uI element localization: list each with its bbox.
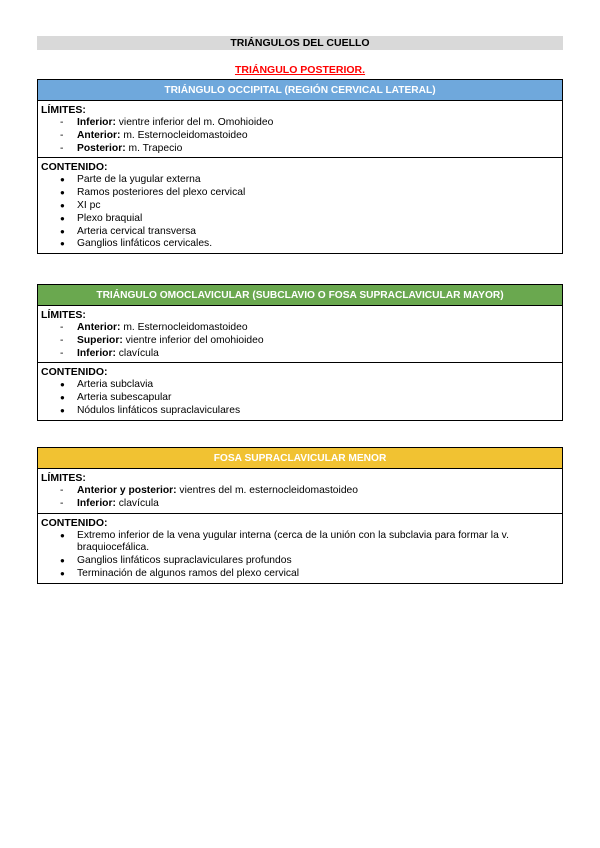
supraclavicular-menor-header: FOSA SUPRACLAVICULAR MENOR bbox=[38, 448, 562, 469]
dash-bullet: - bbox=[60, 334, 64, 346]
bullet-icon: ● bbox=[60, 188, 65, 198]
content-item: ● Ganglios linfáticos supraclaviculares profundos bbox=[60, 555, 292, 567]
content-label: CONTENIDO: bbox=[41, 366, 108, 379]
content-item: ● Nódulos linfáticos supraclaviculares bbox=[60, 404, 241, 416]
content-item: ● Arteria subclavia bbox=[60, 379, 154, 391]
content-item: ● Parte de la yugular externa bbox=[60, 174, 201, 186]
content-item: ● Arteria cervical transversa bbox=[60, 225, 197, 237]
bullet-icon: ● bbox=[60, 405, 65, 415]
supraclavicular-menor-limits-block bbox=[38, 469, 562, 513]
dash-bullet: - bbox=[60, 322, 64, 333]
bullet-icon: ● bbox=[60, 226, 65, 236]
page-title: TRIÁNGULOS DEL CUELLO bbox=[37, 36, 563, 50]
content-item: ● Ganglios linfáticos cervicales. bbox=[60, 238, 213, 250]
bullet-icon: ● bbox=[60, 213, 65, 223]
dash-bullet: - bbox=[60, 117, 64, 128]
limit-value: m. Trapecio bbox=[125, 142, 183, 154]
bullet-icon: ● bbox=[60, 175, 65, 185]
occipital-content-block bbox=[38, 157, 562, 253]
dash-bullet: - bbox=[60, 129, 64, 141]
limit-item bbox=[41, 348, 559, 361]
content-item: ● XI pc bbox=[60, 199, 101, 211]
limit-item bbox=[41, 117, 559, 130]
omoclavicular-limits-block bbox=[38, 306, 562, 362]
limit-item bbox=[41, 130, 559, 143]
bullet-icon: ● bbox=[60, 239, 65, 249]
limits-label: LÍMITES: bbox=[41, 104, 86, 116]
limit-key: Posterior: bbox=[77, 142, 126, 154]
dash-bullet: - bbox=[60, 347, 64, 359]
limit-value: m. Esternocleidomastoideo bbox=[120, 322, 248, 333]
limit-value: m. Esternocleidomastoideo bbox=[120, 129, 248, 141]
limit-key: Anterior: bbox=[77, 129, 121, 141]
content-item: ● Arteria subescapular bbox=[60, 392, 172, 404]
dash-bullet: - bbox=[60, 485, 64, 496]
limit-value: vientres del m. esternocleidomastoideo bbox=[176, 485, 358, 496]
bullet-icon: ● bbox=[60, 556, 65, 566]
omoclavicular-triangle-card bbox=[37, 284, 563, 421]
limit-item bbox=[41, 498, 559, 511]
limit-value: vientre inferior del m. Omohioideo bbox=[115, 117, 274, 128]
content-item: ● Terminación de algunos ramos del plexo cervical bbox=[60, 567, 300, 579]
dash-bullet: - bbox=[60, 497, 64, 509]
content-item: ● Plexo braquial bbox=[60, 212, 143, 224]
limit-item bbox=[41, 335, 559, 348]
limit-item bbox=[41, 143, 559, 156]
limit-key: Inferior: bbox=[77, 117, 116, 128]
limit-key: Superior: bbox=[77, 334, 123, 346]
bullet-icon: ● bbox=[60, 393, 65, 403]
limit-key: Anterior: bbox=[77, 322, 121, 333]
supraclavicular-menor-content-block bbox=[38, 513, 562, 583]
bullet-icon: ● bbox=[60, 568, 65, 578]
limits-label: LÍMITES: bbox=[41, 309, 86, 321]
occipital-header: TRIÁNGULO OCCIPITAL (REGIÓN CERVICAL LATERAL) bbox=[38, 80, 562, 101]
limit-key: Inferior: bbox=[77, 347, 116, 359]
limit-value: vientre inferior del omohioideo bbox=[122, 334, 264, 346]
limit-item bbox=[41, 485, 559, 498]
limits-label: LÍMITES: bbox=[41, 472, 86, 484]
content-item: ● Ramos posteriores del plexo cervical bbox=[60, 187, 246, 199]
content-label: CONTENIDO: bbox=[41, 161, 108, 174]
content-label: CONTENIDO: bbox=[41, 516, 108, 529]
section-title: TRIÁNGULO POSTERIOR. bbox=[234, 64, 366, 76]
dash-bullet: - bbox=[60, 142, 64, 154]
bullet-icon: ● bbox=[60, 380, 65, 390]
bullet-icon: ● bbox=[60, 200, 65, 210]
limit-value: clavícula bbox=[115, 347, 159, 359]
limit-item bbox=[41, 322, 559, 335]
occipital-triangle-card bbox=[37, 79, 563, 254]
omoclavicular-content-block bbox=[38, 362, 562, 419]
content-item: ● Extremo inferior de la vena yugular interna (cerca de la unión con la subclavia para formar la v. braquiocefálica. bbox=[60, 529, 509, 554]
bullet-icon: ● bbox=[60, 530, 65, 540]
limit-key: Inferior: bbox=[77, 497, 116, 509]
limit-value: clavícula bbox=[115, 497, 159, 509]
supraclavicular-menor-card bbox=[37, 447, 563, 584]
occipital-limits-block bbox=[38, 101, 562, 157]
limit-key: Anterior y posterior: bbox=[77, 485, 177, 496]
omoclavicular-header: TRIÁNGULO OMOCLAVICULAR (SUBCLAVIO O FOSA SUPRACLAVICULAR MAYOR) bbox=[38, 285, 562, 306]
